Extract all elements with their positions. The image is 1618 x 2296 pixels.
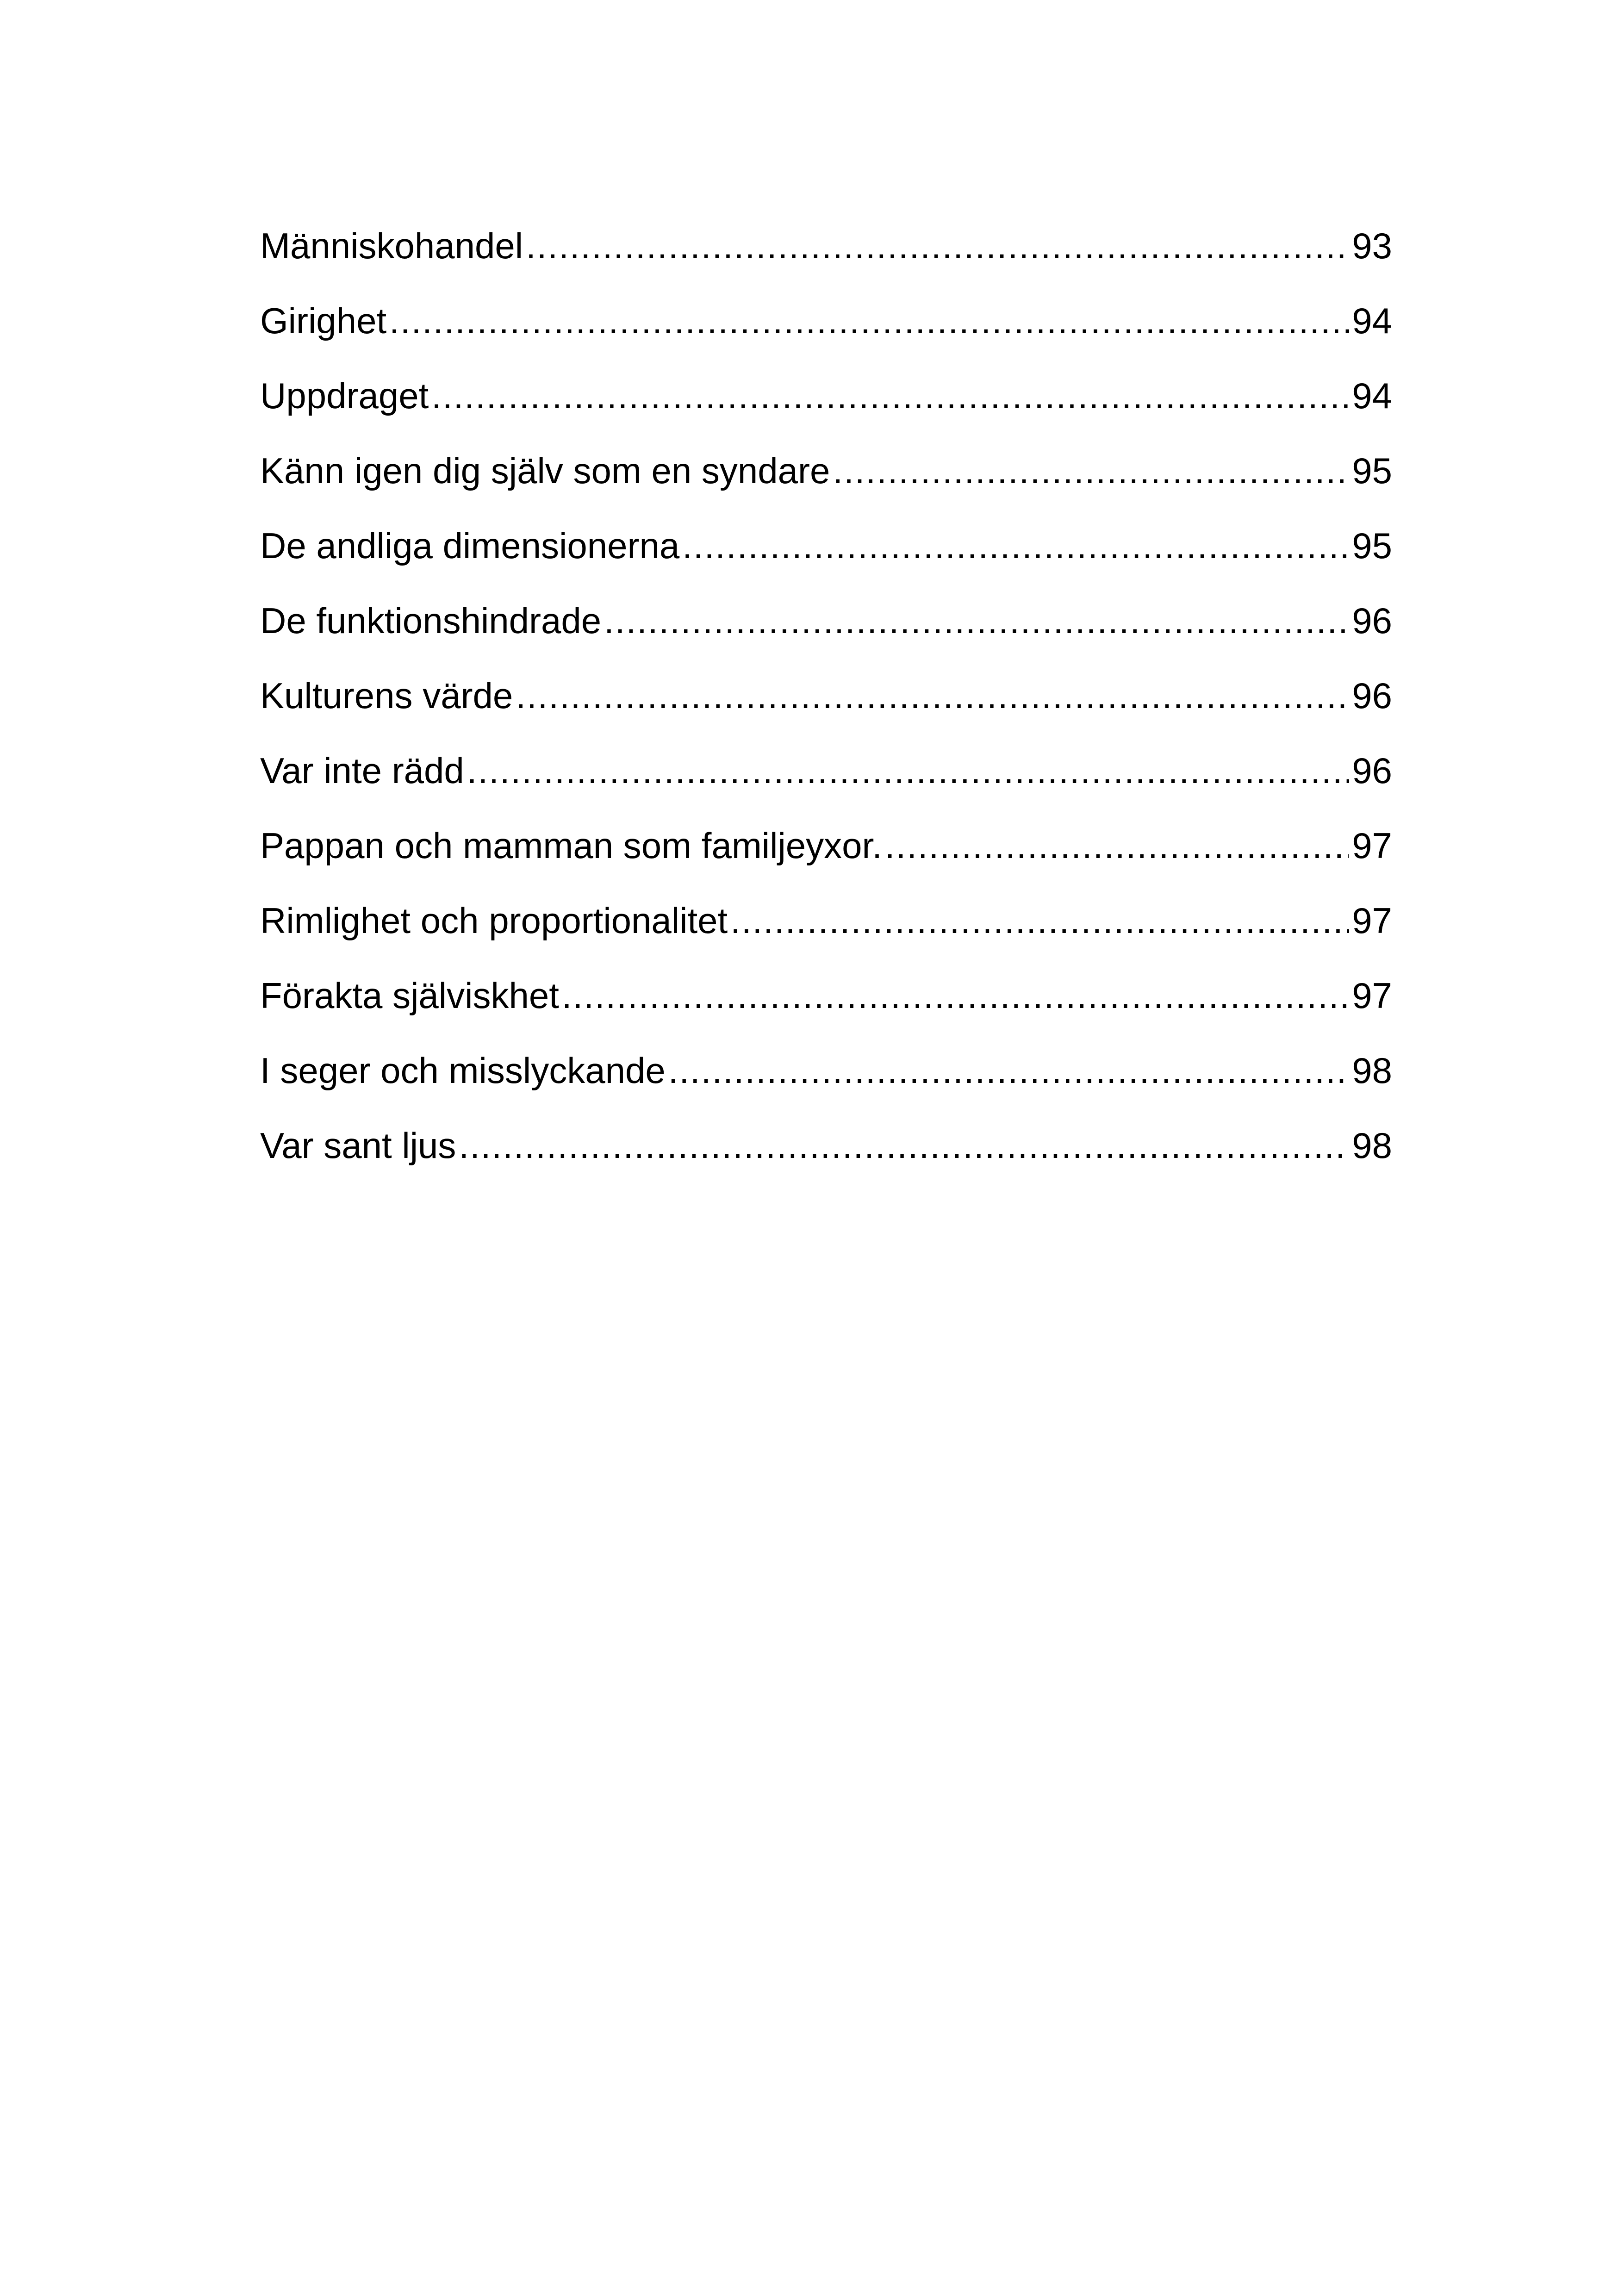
toc-entry-page: 97 — [1352, 825, 1392, 866]
toc-dot-leader — [467, 733, 1349, 808]
toc-entry[interactable] — [260, 358, 1392, 433]
toc-entry-title: De andliga dimensionerna — [260, 525, 680, 566]
toc-dot-leader — [668, 1033, 1350, 1108]
table-of-contents — [260, 208, 1392, 1183]
toc-entry-page: 95 — [1352, 525, 1392, 566]
toc-entry[interactable] — [260, 208, 1392, 283]
toc-dot-leader — [885, 808, 1349, 883]
toc-dot-leader — [526, 208, 1349, 283]
toc-dot-leader — [604, 583, 1349, 658]
toc-dot-leader — [562, 958, 1349, 1033]
toc-entry-title: De funktionshindrade — [260, 600, 602, 641]
toc-entry-title: Pappan och mamman som familjeyxor. — [260, 825, 882, 866]
toc-entry[interactable] — [260, 283, 1392, 358]
toc-entry[interactable] — [260, 1108, 1392, 1183]
toc-entry-page: 95 — [1352, 450, 1392, 491]
toc-entry-title: Var inte rädd — [260, 750, 464, 791]
toc-dot-leader — [833, 433, 1349, 508]
toc-dot-leader — [516, 658, 1349, 733]
toc-entry-page: 97 — [1352, 975, 1392, 1016]
toc-entry[interactable] — [260, 1033, 1392, 1108]
toc-entry-page: 96 — [1352, 600, 1392, 641]
toc-entry-title: I seger och misslyckande — [260, 1050, 666, 1091]
toc-entry-page: 97 — [1352, 900, 1392, 941]
toc-entry-page: 96 — [1352, 675, 1392, 716]
toc-entry-title: Kulturens värde — [260, 675, 513, 716]
toc-entry-page: 94 — [1352, 375, 1392, 416]
toc-entry[interactable] — [260, 733, 1392, 808]
toc-entry-title: Var sant ljus — [260, 1125, 456, 1166]
toc-entry[interactable] — [260, 808, 1392, 883]
toc-dot-leader — [389, 283, 1349, 358]
toc-entry-page: 94 — [1352, 300, 1392, 341]
toc-entry[interactable] — [260, 883, 1392, 958]
toc-dot-leader — [682, 508, 1349, 583]
toc-entry-page: 98 — [1352, 1050, 1392, 1091]
toc-entry-title: Rimlighet och proportionalitet — [260, 900, 728, 941]
toc-entry[interactable] — [260, 433, 1392, 508]
toc-entry[interactable] — [260, 508, 1392, 583]
toc-entry[interactable] — [260, 658, 1392, 733]
toc-entry-page: 93 — [1352, 225, 1392, 266]
toc-dot-leader — [431, 358, 1349, 433]
toc-entry-title: Människohandel — [260, 225, 523, 266]
toc-entry[interactable] — [260, 958, 1392, 1033]
toc-dot-leader — [730, 883, 1349, 958]
toc-entry-title: Girighet — [260, 300, 387, 341]
toc-entry[interactable] — [260, 583, 1392, 658]
toc-entry-page: 96 — [1352, 750, 1392, 791]
toc-entry-page: 98 — [1352, 1125, 1392, 1166]
toc-dot-leader — [459, 1108, 1349, 1183]
toc-entry-title: Förakta själviskhet — [260, 975, 559, 1016]
toc-entry-title: Uppdraget — [260, 375, 429, 416]
toc-entry-title: Känn igen dig själv som en syndare — [260, 450, 830, 491]
